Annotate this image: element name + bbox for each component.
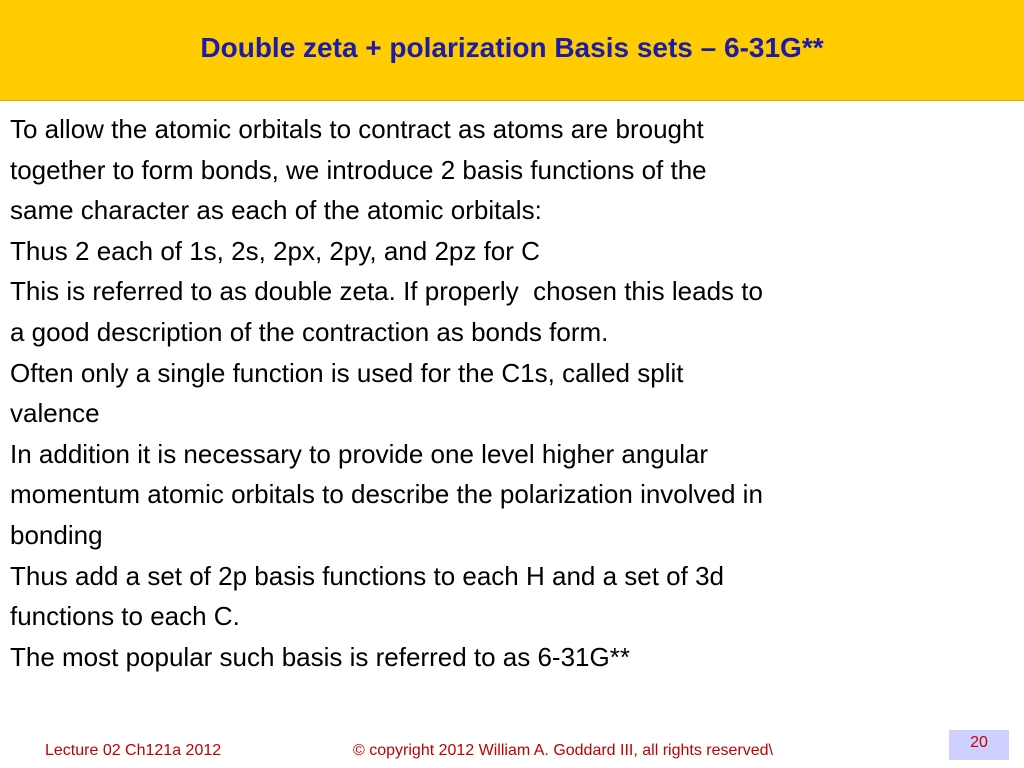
body-line: functions to each C. <box>10 601 240 632</box>
body-line: together to form bonds, we introduce 2 basis functions of the <box>10 154 707 185</box>
slide-title: Double zeta + polarization Basis sets – 6-31G** <box>200 32 824 63</box>
body-line: bonding <box>10 519 103 550</box>
body-line: Thus add a set of 2p basis functions to each H and a set of 3d <box>10 560 725 591</box>
body-line: momentum atomic orbitals to describe the polarization involved in <box>10 479 763 510</box>
title-bar <box>0 0 1024 101</box>
slide-body <box>10 109 1015 677</box>
body-line: The most popular such basis is referred to as 6-31G** <box>10 641 630 672</box>
body-line: In addition it is necessary to provide one level higher angular <box>10 438 709 469</box>
body-line: same character as each of the atomic orbitals: <box>10 195 542 226</box>
body-line: Thus 2 each of 1s, 2s, 2px, 2py, and 2pz for C <box>10 235 540 266</box>
footer-lecture-label: Lecture 02 Ch121a 2012 <box>45 742 222 759</box>
page-number: 20 <box>970 734 988 751</box>
body-line: This is referred to as double zeta. If properly chosen this leads to <box>10 276 763 307</box>
body-line: valence <box>10 398 100 429</box>
footer-copyright: © copyright 2012 William A. Goddard III, all rights reserved\ <box>353 742 773 759</box>
page-number-box <box>949 730 1009 760</box>
body-line: Often only a single function is used for the C1s, called split <box>10 357 684 388</box>
body-line: To allow the atomic orbitals to contract as atoms are brought <box>10 114 704 144</box>
body-line: a good description of the contraction as bonds form. <box>10 316 609 347</box>
